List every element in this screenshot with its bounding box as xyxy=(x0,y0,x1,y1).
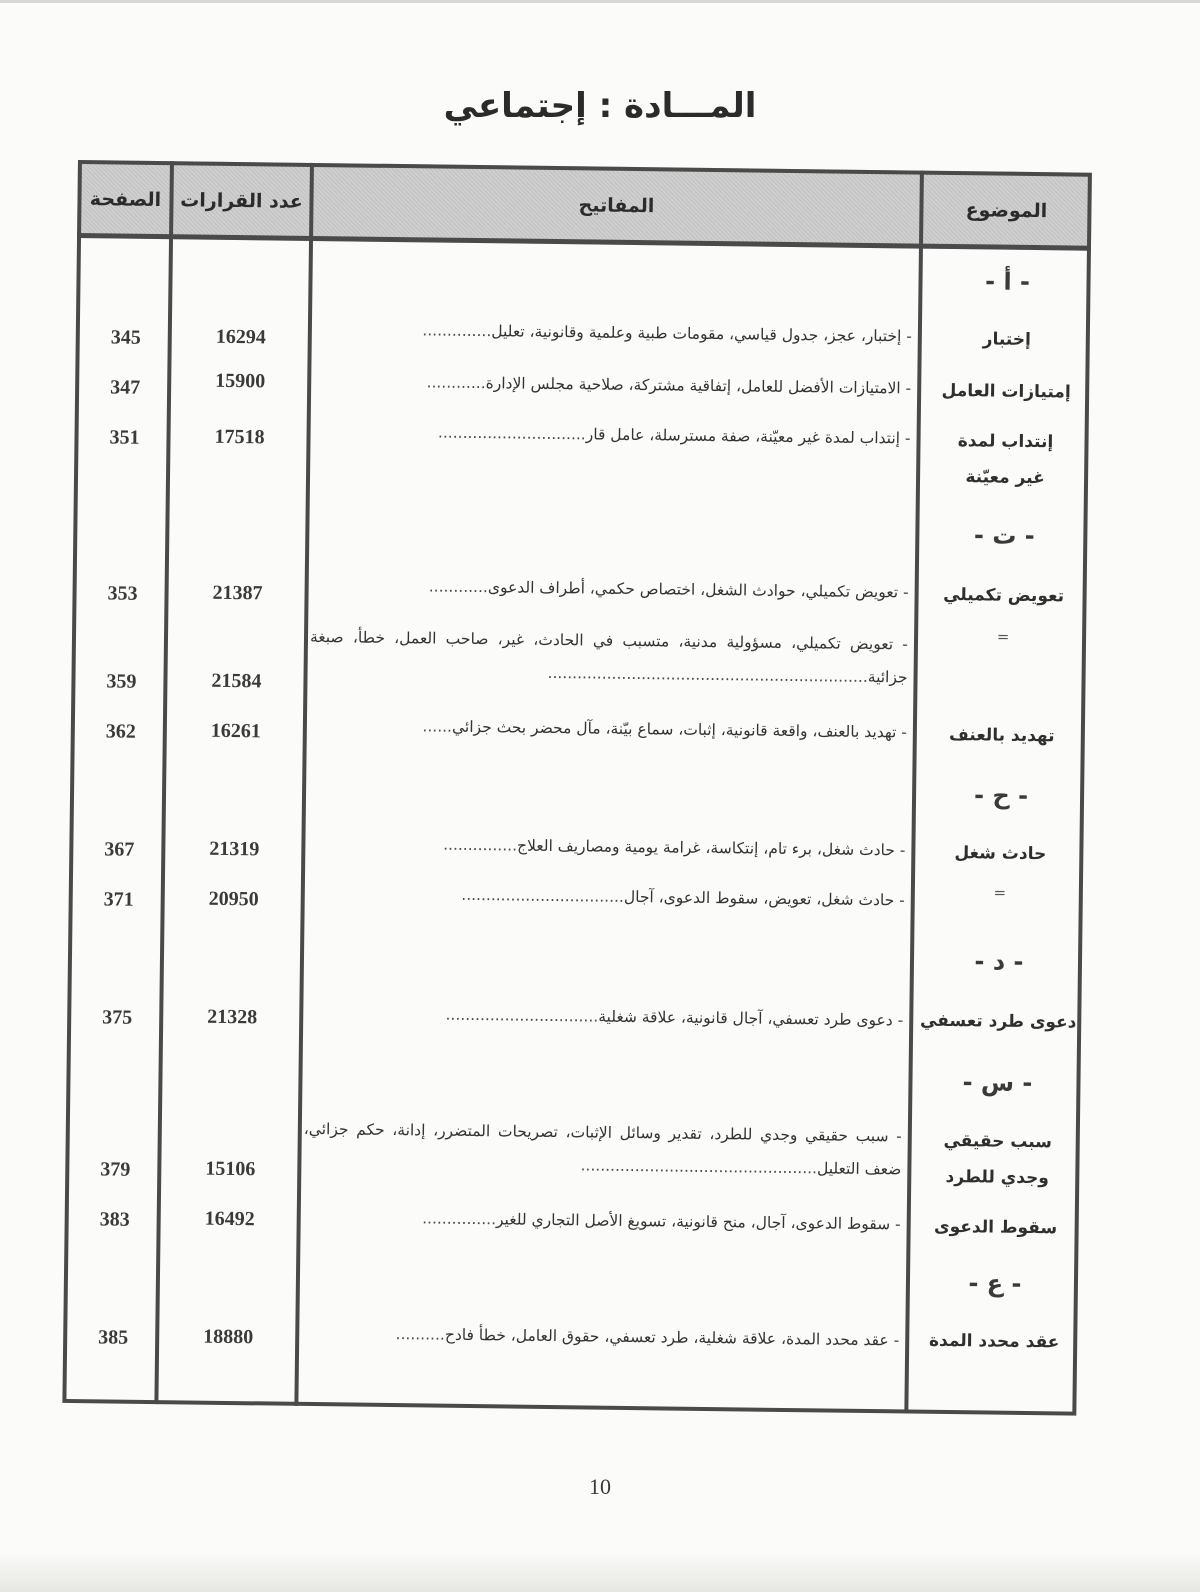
decisions-count: 18880 xyxy=(203,1325,254,1349)
letter-marker: - ت - xyxy=(973,521,1035,551)
row-topic: إمتيازات العامل xyxy=(941,380,1071,403)
row-topic: عقد محدد المدة xyxy=(928,1330,1060,1353)
keywords-text: - سبب حقيقي وجدي للطرد، تقدير وسائل الإثبات، تصريحات المتضرر، إدانة، حكم جزائي، ضعف التعليل xyxy=(303,1119,902,1179)
scan-edge xyxy=(0,1552,1200,1592)
row-topic: حادث شغل xyxy=(954,843,1047,865)
header-topic: الموضوع xyxy=(965,199,1048,223)
decisions-count: 15900 xyxy=(215,369,266,393)
page-number: 10 xyxy=(589,1474,611,1499)
row-topic: تهديد بالعنف xyxy=(948,724,1055,747)
keywords-text: - إختبار، عجز، جدول قياسي، مقومات طبية وعلمية وقانونية، تعليل xyxy=(491,322,912,346)
letter-marker: - س - xyxy=(962,1068,1033,1098)
page-ref: 351 xyxy=(109,426,140,449)
decisions-count: 16492 xyxy=(204,1207,255,1231)
keywords-text: - حادث شغل، تعويض، سقوط الدعوى، آجال xyxy=(623,887,905,910)
leader-dots: ............ xyxy=(428,577,489,597)
decisions-count: 21584 xyxy=(211,669,262,693)
letter-marker: - أ - xyxy=(984,267,1031,296)
page-ref: 383 xyxy=(99,1208,130,1231)
decisions-count: 15106 xyxy=(205,1157,256,1181)
page-ref: 375 xyxy=(102,1006,133,1029)
keywords-text: - تعويض تكميلي، مسؤولية مدنية، متسبب في الحادث، غير، صاحب العمل، خطأ، صبغة جزائية xyxy=(309,627,909,687)
decisions-count: 16294 xyxy=(215,325,266,349)
page-ref: 385 xyxy=(98,1326,129,1349)
page-ref: 359 xyxy=(106,670,137,693)
leader-dots: ................................................ xyxy=(580,1156,818,1178)
row-topic: سبب حقيقي وجدي للطرد xyxy=(943,1130,1053,1189)
row-topic: إنتداب لمدة غير معيّنة xyxy=(957,431,1054,489)
decisions-count: 16261 xyxy=(210,719,261,743)
letter-marker: - د - xyxy=(974,947,1024,976)
decisions-count: 21319 xyxy=(209,837,260,861)
keywords-text: - إنتداب لمدة غير معيّنة، صفة مسترسلة، عامل قار xyxy=(585,425,911,448)
keywords-text: - الامتيازات الأفضل للعامل، إتفاقية مشتركة، صلاحية مجلس الإدارة xyxy=(485,374,912,398)
page-ref: 345 xyxy=(110,326,141,349)
letter-marker: - ح - xyxy=(973,781,1029,810)
leader-dots: ...... xyxy=(422,717,453,736)
scan-edge xyxy=(0,0,1200,3)
keywords-text: - دعوى طرد تعسفي، آجال قانونية، علاقة شغلية xyxy=(598,1007,904,1030)
row-topic: = xyxy=(996,627,1010,646)
keywords-text: - سقوط الدعوى، آجال، منح قانونية، تسويغ الأصل التجاري للغير xyxy=(495,1210,901,1234)
keywords-text: - تعويض تكميلي، حوادث الشغل، اختصاص حكمي، أطراف الدعوى xyxy=(487,578,909,602)
decisions-count: 21328 xyxy=(207,1005,258,1029)
decisions-count: 17518 xyxy=(214,425,265,449)
leader-dots: ............ xyxy=(426,373,486,393)
keywords-text: - حادث شغل، برء تام، إنتكاسة، غرامة يومية ومصاريف العلاج xyxy=(516,836,906,860)
decisions-count: 21387 xyxy=(212,581,263,605)
keywords-text: - عقد محدد المدة، علاقة شغلية، طرد تعسفي، حقوق العامل، خطأ فادح xyxy=(444,1325,900,1350)
leader-dots: ............... xyxy=(422,1209,497,1229)
header-decisions-count: عدد القرارات xyxy=(180,189,303,213)
leader-dots: ............... xyxy=(443,835,518,855)
row-keywords xyxy=(309,621,908,695)
keywords-text: - تهديد بالعنف، واقعة قانونية، إثبات، سماع بيّنة، مآل محضر بحث جزائي xyxy=(451,717,907,742)
leader-dots: ................................................................. xyxy=(547,663,868,686)
page-ref: 367 xyxy=(104,838,135,861)
index-table xyxy=(62,160,1092,1416)
page-ref: 371 xyxy=(103,888,134,911)
row-topic: إختبار xyxy=(982,329,1032,350)
header-keywords: المفاتيح xyxy=(578,194,655,218)
leader-dots: .............................. xyxy=(437,423,586,444)
leader-dots: .......... xyxy=(395,1325,446,1344)
page-ref: 347 xyxy=(110,376,141,399)
page-ref: 353 xyxy=(107,582,138,605)
page-ref: 379 xyxy=(100,1158,131,1181)
row-keywords xyxy=(303,1113,902,1187)
row-topic: = xyxy=(993,883,1007,902)
leader-dots: ................................. xyxy=(461,885,625,906)
leader-dots: .............. xyxy=(422,321,492,341)
leader-dots: ............................... xyxy=(445,1005,599,1026)
page-title: المـــادة : إجتماعي xyxy=(443,86,757,126)
row-topic: دعوى طرد تعسفي xyxy=(919,1010,1077,1033)
header-page: الصفحة xyxy=(89,188,162,212)
page-ref: 362 xyxy=(105,720,136,743)
letter-marker: - ع - xyxy=(968,1269,1022,1298)
decisions-count: 20950 xyxy=(208,887,259,911)
row-topic: سقوط الدعوى xyxy=(933,1216,1058,1239)
row-topic: تعويض تكميلي xyxy=(943,584,1065,607)
